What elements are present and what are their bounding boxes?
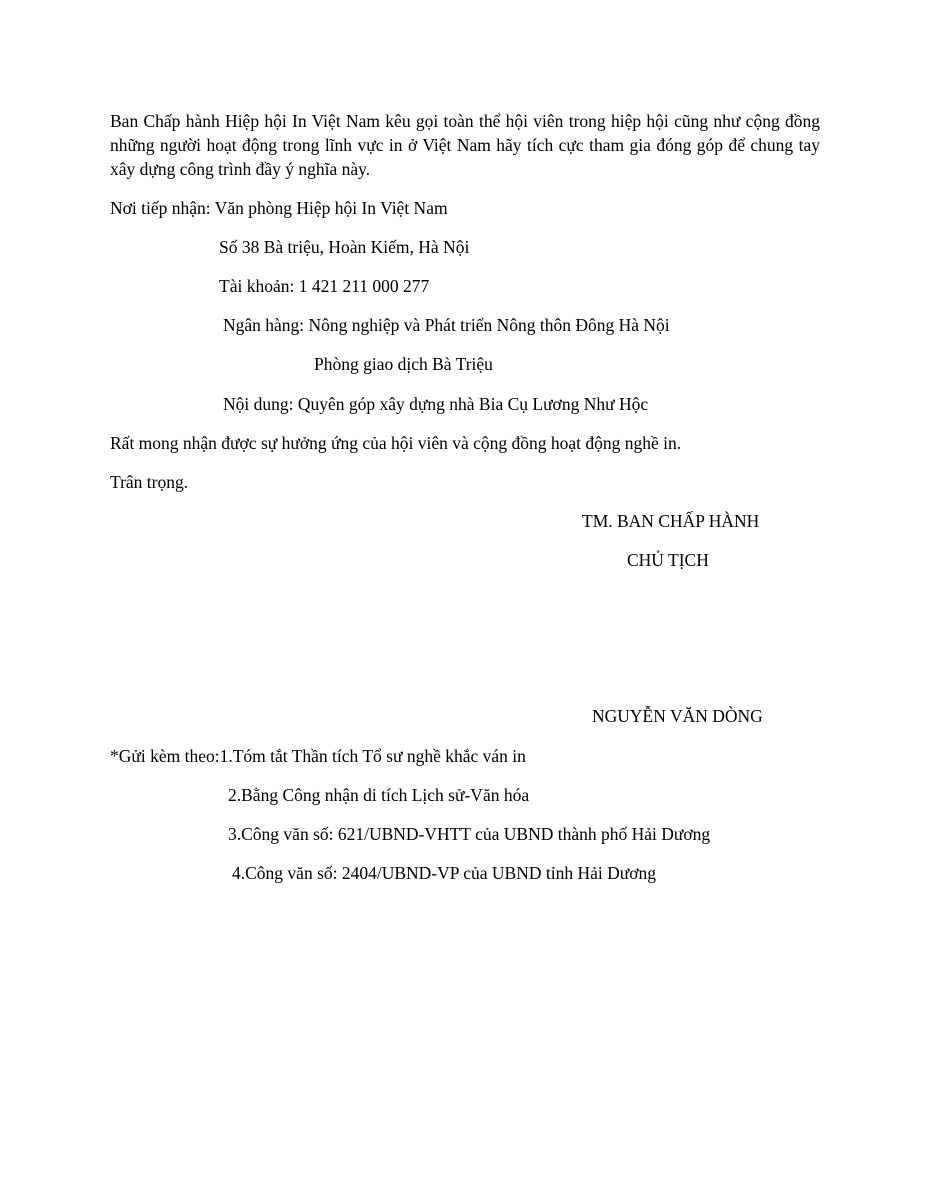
- receiving-address: Số 38 Bà triệu, Hoàn Kiếm, Hà Nội: [219, 237, 470, 257]
- closing-hope: Rất mong nhận được sự hưởng ứng của hội viên và cộng đồng hoạt động nghề in.: [110, 433, 682, 453]
- receiving-branch: Phòng giao dịch Bà Triệu: [314, 354, 493, 374]
- signature-name: NGUYỄN VĂN DÒNG: [592, 706, 763, 726]
- attachment-item-4: 4.Công văn số: 2404/UBND-VP của UBND tỉnh Hải Dương: [232, 863, 656, 883]
- receiving-account: Tài khoản: 1 421 211 000 277: [219, 276, 430, 296]
- signature-on-behalf: TM. BAN CHẤP HÀNH: [582, 511, 760, 531]
- receiving-bank: Ngân hàng: Nông nghiệp và Phát triển Nông thôn Đông Hà Nội: [223, 315, 670, 335]
- receiving-label: Nơi tiếp nhận: Văn phòng Hiệp hội In Việt Nam: [110, 198, 448, 218]
- receiving-content: Nội dung: Quyên góp xây dựng nhà Bia Cụ Lương Như Hộc: [223, 394, 649, 414]
- attachment-item-3: 3.Công văn số: 621/UBND-VHTT của UBND thành phố Hải Dương: [228, 824, 711, 844]
- intro-paragraph: Ban Chấp hành Hiệp hội In Việt Nam kêu gọi toàn thể hội viên trong hiệp hội cũng như cộng đồng những người hoạt động trong lĩnh vực in ở Việt Nam hãy tích cực tham gia đóng góp để chung tay xây dựng công trình đầy ý nghĩa này.: [110, 111, 820, 179]
- closing-regards: Trân trọng.: [110, 472, 189, 492]
- attachment-item-2: 2.Bằng Công nhận di tích Lịch sử-Văn hóa: [228, 785, 530, 805]
- signature-title: CHỦ TỊCH: [627, 550, 709, 570]
- attachment-item-1: *Gửi kèm theo:1.Tóm tắt Thần tích Tổ sư nghề khắc ván in: [110, 746, 526, 766]
